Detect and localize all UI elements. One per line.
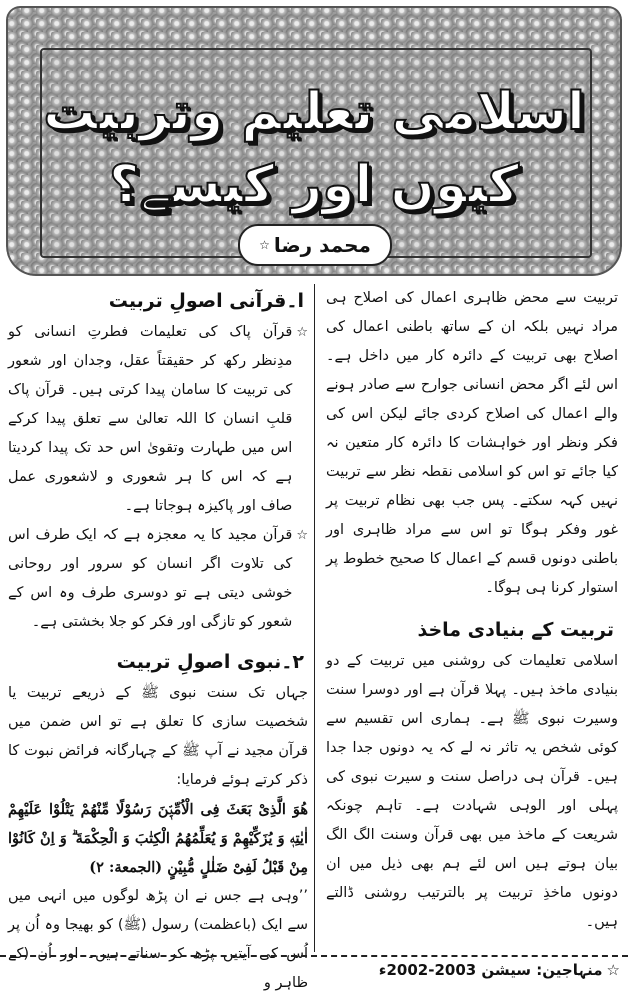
section-heading-sources: تربیت کے بنیادی ماخذ [417, 619, 614, 641]
section-heading-prophetic: ۲۔نبوی اصولِ تربیت [116, 651, 304, 673]
bullet-item [8, 318, 308, 521]
right-column [326, 284, 618, 937]
footer [379, 961, 620, 979]
verse-reference: (الجمعة: ۲) [89, 859, 163, 876]
left-column [8, 284, 308, 998]
article-title: اسلامی تعلیم وتربیت کیوں اور کیسے؟ [43, 82, 585, 215]
quran-verse [8, 795, 308, 882]
verse-text: هُوَ الَّذِیْ بَعَثَ فِی الْاُمِّیّٖنَ رَسُوْلًا مِّنْهُمْ یَتْلُوْا عَلَیْهِمْ اٰیٰتِهٖ وَ یُزَكِّیْهِمْ وَ یُعَلِّمُهُمُ الْكِتٰبَ وَ الْحِكْمَةَ ۗ وَ اِنْ كَانُوْا مِنْ قَبْلُ لَفِیْ ضَلٰلٍ مُّبِیْنٍ [8, 801, 308, 876]
bullet-item [8, 521, 308, 637]
title-banner [6, 6, 622, 276]
bullet-text: قرآن مجید کا یہ معجزہ ہے کہ ایک طرف اس کی تلاوت اگر انسان کو سرور اور روحانی خوشی دیتی ہے تو دوسری طرف وہ اس کے شعور کو تازگی اور فکر کو جلا بخشتی ہے۔ [8, 527, 293, 630]
verse-translation: ’’وہی ہے جس نے ان پڑھ لوگوں میں انہی میں سے ایک (باعظمت) رسول (ﷺ) کو بھیجا وہ اُن پر اُس کی آیتیں پڑھ کر سناتے ہیں۔ اور اُن (کے ظاہر و [8, 888, 308, 991]
star-icon: ☆ [296, 325, 308, 340]
footer-text: منہاجین: سیشن 2003-2002ء [378, 961, 603, 979]
author-name: محمد رضا [273, 233, 371, 257]
intro-paragraph: تربیت سے محض ظاہری اعمال کی اصلاح ہی مراد نہیں بلکہ ان کے ساتھ باطنی اعمال کی اصلاح بھی تربیت کے دائرہ کار میں داخل ہے۔ اس لئے اگر محض انسانی جوارح سے صادر ہونے والے اعمال کی اصلاح کردی جائے لیکن اس کی فکر ونظر اور خواہشات کا دائرہ کار متعین نہ کیا جائے تو اس کو اسلامی نقطہ نظر سے تربیت نہیں کہہ سکتے۔ پس جب بھی نظام تربیت پر غور وفکر ہوگا تو اس سے مراد ظاہری اور باطنی دونوں قسم کے اعمال کا صحیح خطوط پر استوار کرنا ہی ہوگا۔ [326, 290, 618, 596]
author-badge [238, 224, 392, 266]
star-icon: ☆ [296, 528, 308, 543]
sources-paragraph: اسلامی تعلیمات کی روشنی میں تربیت کے دو بنیادی ماخذ ہیں۔ پہلا قرآن ہے اور دوسرا سنت وسیرت نبوی ﷺ ہے۔ ہماری اس تقسیم سے کوئی شخص یہ تاثر نہ لے کہ یہ دونوں جدا جدا ہیں۔ قرآن ہی دراصل سنت و سیرت نبوی کی پہلی اور الوہی شہادت ہے۔ تاہم چونکہ شریعت کے ماخذ میں بھی قرآن وسنت الگ الگ بیان ہوتے ہیں اس لئے ہم بھی ذیل میں ان دونوں ماخذِ تربیت پر بالترتیب روشنی ڈالتے ہیں۔ [326, 653, 618, 930]
bullet-text: قرآن پاک کی تعلیمات فطرتِ انسانی کو مدِنظر رکھ کر حقیقتاً عقل، وجدان اور شعور کی تربیت کا سامان پیدا کرتی ہیں۔ قرآن پاک قلبِ انسان کا اللہ تعالیٰ سے تعلق پیدا کرکے اس میں طہارت وتقویٰ اس حد تک پیدا کردیتا ہے کہ اس کا ہر شعوری و لاشعوری عمل صاف اور پاکیزہ ہوجاتا ہے۔ [8, 324, 293, 514]
column-divider [314, 284, 315, 952]
star-icon: ☆ [606, 961, 620, 979]
footer-rule [0, 955, 628, 957]
prophetic-paragraph: جہاں تک سنت نبوی ﷺ کے ذریعے تربیت یا شخصیت سازی کا تعلق ہے تو اس ضمن میں قرآن مجید نے آپ ﷺ کے چہارگانہ فرائض نبوت کا ذکر کرتے ہوئے فرمایا: [8, 685, 308, 788]
star-icon: ☆ [259, 238, 270, 252]
section-heading-quranic: ا۔قرآنی اصولِ تربیت [108, 290, 304, 312]
